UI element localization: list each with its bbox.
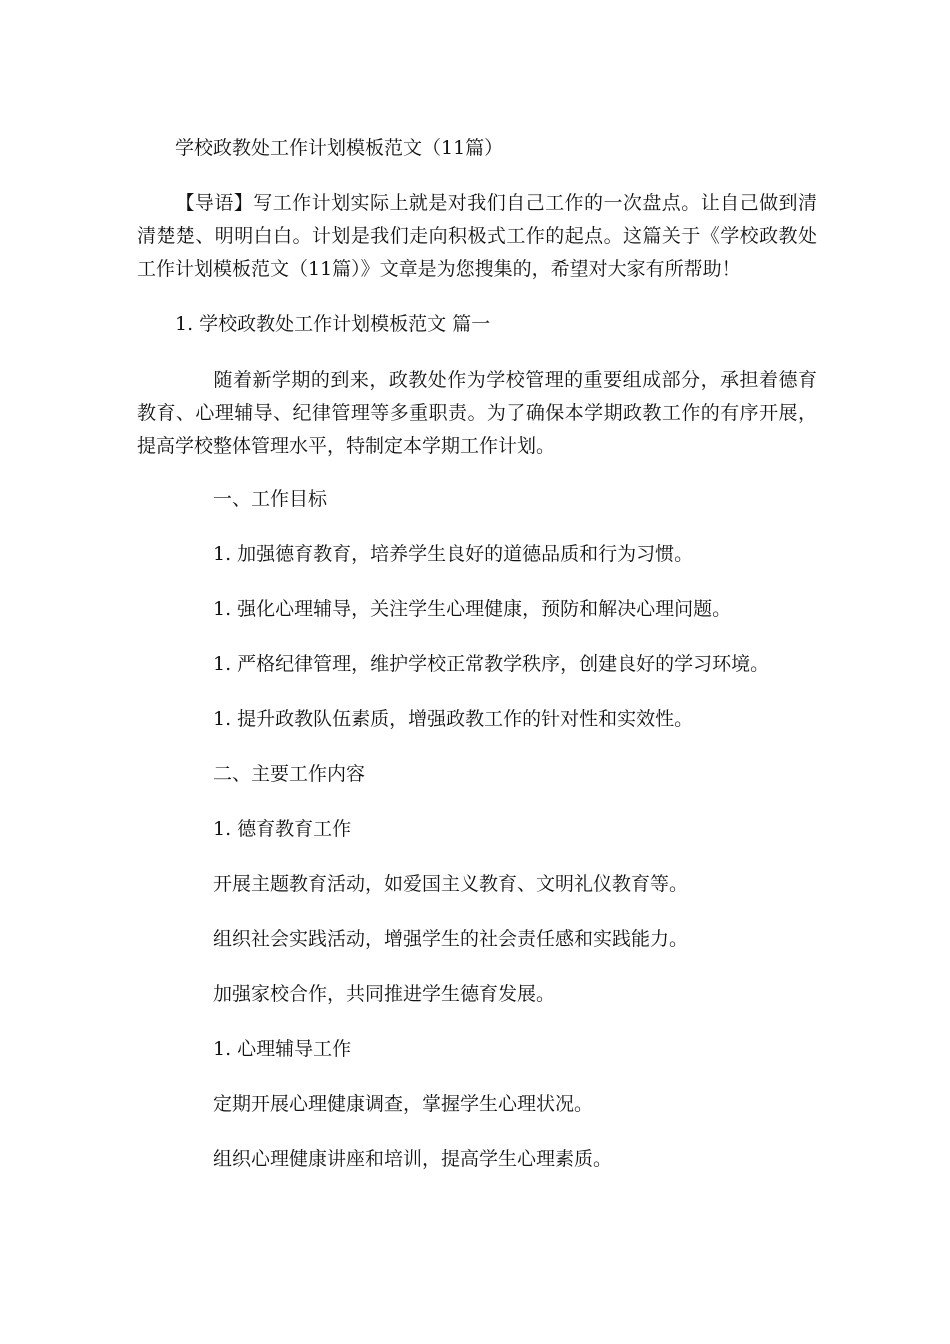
psych-item: 组织心理健康讲座和培训，提高学生心理素质。 <box>213 1148 613 1170</box>
psych-heading: 1. 心理辅导工作 <box>213 1038 352 1060</box>
part2-heading: 二、主要工作内容 <box>213 763 366 785</box>
moral-item: 加强家校合作，共同推进学生德育发展。 <box>213 983 556 1005</box>
psych-item: 定期开展心理健康调查，掌握学生心理状况。 <box>213 1093 594 1115</box>
opening-paragraph <box>137 364 817 463</box>
part1-heading: 一、工作目标 <box>213 488 328 510</box>
moral-heading: 1. 德育教育工作 <box>213 818 352 840</box>
intro-text: 【导语】写工作计划实际上就是对我们自己工作的一次盘点。让自己做到清清楚楚、明明白白。计划是我们走向积极式工作的起点。这篇关于《学校政教处工作计划模板范文（11篇）》文章是为您搜集的，希望对大家有所帮助！ <box>137 192 817 280</box>
goal-item: 1. 加强德育教育，培养学生良好的道德品质和行为习惯。 <box>213 543 694 565</box>
goal-item: 1. 提升政教队伍素质，增强政教工作的针对性和实效性。 <box>213 708 694 730</box>
goal-item: 1. 严格纪律管理，维护学校正常教学秩序，创建良好的学习环境。 <box>213 653 770 675</box>
section-heading: 1. 学校政教处工作计划模板范文 篇一 <box>175 313 491 335</box>
document-title: 学校政教处工作计划模板范文（11篇） <box>175 137 504 159</box>
intro-paragraph <box>137 187 817 286</box>
goal-item: 1. 强化心理辅导，关注学生心理健康，预防和解决心理问题。 <box>213 598 732 620</box>
moral-item: 开展主题教育活动，如爱国主义教育、文明礼仪教育等。 <box>213 873 689 895</box>
opening-text: 随着新学期的到来，政教处作为学校管理的重要组成部分，承担着德育教育、心理辅导、纪律管理等多重职责。为了确保本学期政教工作的有序开展，提高学校整体管理水平，特制定本学期工作计划。 <box>137 369 817 457</box>
moral-item: 组织社会实践活动，增强学生的社会责任感和实践能力。 <box>213 928 689 950</box>
